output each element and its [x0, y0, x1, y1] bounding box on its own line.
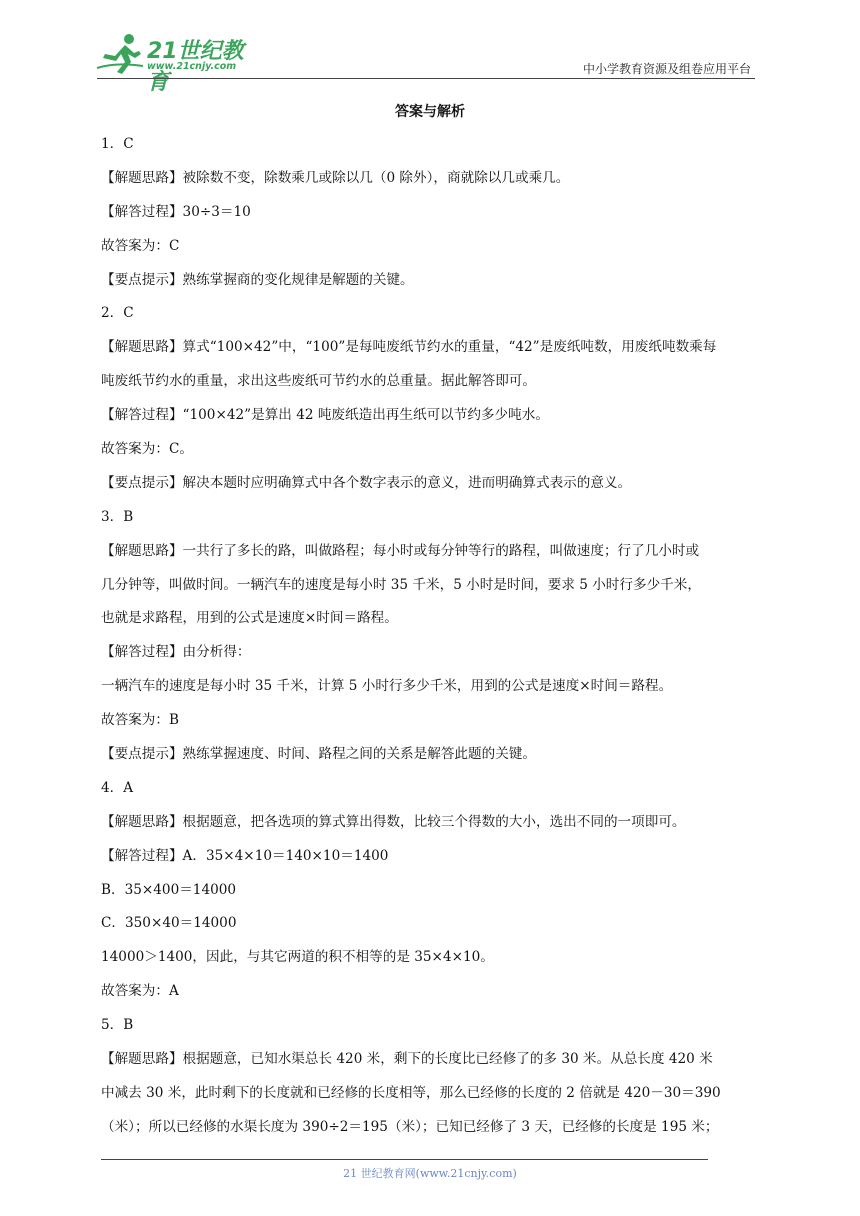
- text-line: C．350×40＝14000: [101, 915, 237, 932]
- text-line: 1．C: [101, 136, 134, 152]
- logo-text: 21世纪教育: [147, 39, 244, 95]
- text-line: 几分钟等，叫做时间。一辆汽车的速度是每小时 35 千米，5 小时是时间，要求 5 小时行多少千米，: [101, 576, 701, 593]
- text-line: 吨废纸节约水的重量，求出这些废纸可节约水的总重量。据此解答即可。: [101, 373, 536, 390]
- text-line: 【解题思路】算式“100×42”中，“100”是每吨废纸节约水的重量，“42”是废纸吨数，用废纸吨数乘每: [101, 339, 717, 356]
- text-line: 【解答过程】由分析得：: [101, 644, 251, 661]
- text-line: 3．B: [101, 508, 134, 525]
- footer-divider: [101, 1159, 708, 1160]
- text-line: 【解题思路】根据题意，已知水渠总长 420 米，剩下的长度比已经修了的多 30 米。从总长度 420 米: [101, 1051, 713, 1068]
- text-line: 2．C: [101, 305, 134, 322]
- text-line: 故答案为：C: [101, 237, 180, 254]
- text-line: 【解答过程】A．35×4×10＝140×10＝1400: [101, 847, 389, 864]
- text-line: 【解题思路】一共行了多长的路，叫做路程；每小时或每分钟等行的路程，叫做速度；行了几小时或: [101, 542, 700, 559]
- text-line: 【解答过程】30÷3＝10: [101, 203, 251, 220]
- platform-tagline: 中小学教育资源及组卷应用平台: [582, 62, 751, 76]
- header-divider: [97, 78, 755, 79]
- site-logo[interactable]: [95, 32, 265, 95]
- page-footer[interactable]: 21 世纪教育网(www.21cnjy.com): [343, 1167, 517, 1180]
- text-line: 也就是求路程，用到的公式是速度×时间＝路程。: [101, 610, 398, 627]
- text-line: （米）；所以已经修的水渠长度为 390÷2＝195（米）；已知已经修了 3 天，已经修的长度是 195 米；: [101, 1118, 719, 1135]
- text-line: 【解答过程】“100×42”是算出 42 吨废纸造出再生纸可以节约多少吨水。: [101, 407, 549, 424]
- text-line: 14000＞1400，因此，与其它两道的积不相等的是 35×4×10。: [101, 949, 494, 966]
- text-line: 【要点提示】熟练掌握速度、时间、路程之间的关系是解答此题的关键。: [101, 746, 536, 763]
- text-line: 故答案为：B: [101, 712, 179, 729]
- runner-logo-icon: [95, 32, 145, 76]
- answer-content: [101, 128, 761, 1145]
- text-line: 一辆汽车的速度是每小时 35 千米，计算 5 小时行多少千米，用到的公式是速度×时间＝路程。: [101, 678, 673, 695]
- text-line: 【要点提示】解决本题时应明确算式中各个数字表示的意义，进而明确算式表示的意义。: [101, 474, 632, 491]
- logo-url: www.21cnjy.com: [147, 61, 237, 72]
- text-line: 中减去 30 米，此时剩下的长度就和已经修的长度相等，那么已经修的长度的 2 倍就是 420－30＝390: [101, 1084, 721, 1101]
- text-line: 【要点提示】熟练掌握商的变化规律是解题的关键。: [101, 271, 414, 288]
- text-line: 5．B: [101, 1017, 134, 1034]
- text-line: 【解题思路】被除数不变，除数乘几或除以几（0 除外），商就除以几或乘几。: [101, 169, 570, 186]
- text-line: 故答案为：C。: [101, 441, 193, 458]
- text-line: 4．A: [101, 779, 134, 796]
- text-line: B．35×400＝14000: [101, 881, 237, 898]
- text-line: 故答案为：A: [101, 983, 179, 1000]
- page-header: [95, 28, 755, 95]
- page-title: 答案与解析: [395, 104, 465, 120]
- text-line: 【解题思路】根据题意，把各选项的算式算出得数，比较三个得数的大小，选出不同的一项即可。: [101, 813, 686, 830]
